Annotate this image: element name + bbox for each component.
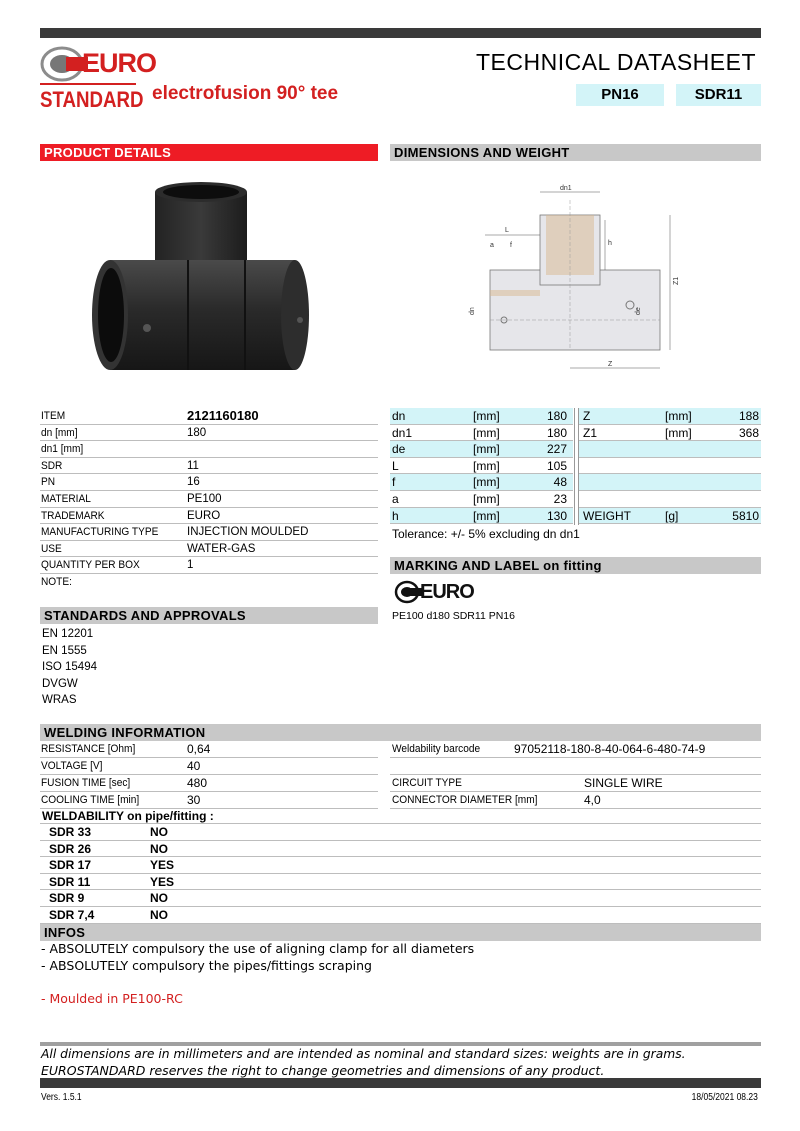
infos-line-1: - ABSOLUTELY compulsory the use of aligning clamp for all diameters <box>41 941 475 956</box>
detail-row <box>40 524 378 541</box>
welding-label: RESISTANCE [Ohm] <box>41 743 136 755</box>
dimension-unit: [mm] <box>473 442 500 457</box>
welding-label: CIRCUIT TYPE <box>392 777 462 789</box>
label-Z: Z <box>608 361 613 368</box>
standards-header: STANDARDS AND APPROVALS <box>40 607 378 624</box>
detail-row <box>40 541 378 558</box>
dimension-name: dn <box>392 409 406 423</box>
label-Z1: Z1 <box>673 276 680 285</box>
dimension-name: Z1 <box>583 425 598 440</box>
label-a: a <box>490 242 494 249</box>
dimension-unit: [g] <box>665 508 679 523</box>
dimension-unit: [mm] <box>665 409 692 423</box>
detail-value: 11 <box>187 459 199 472</box>
welding-row-right <box>390 792 761 809</box>
dimension-value: 130 <box>546 508 567 523</box>
detail-value: WATER-GAS <box>187 542 256 555</box>
dimension-row-right <box>579 508 761 525</box>
weldability-sdr: SDR 33 <box>49 825 92 839</box>
dimension-name: dn1 <box>392 425 413 440</box>
dimension-unit: [mm] <box>473 508 500 523</box>
welding-row <box>40 775 761 792</box>
welding-label: COOLING TIME [min] <box>41 794 140 806</box>
weldability-value: NO <box>150 891 168 906</box>
dimension-row-left <box>390 491 573 508</box>
label-de: de <box>635 307 642 315</box>
dimension-name: WEIGHT <box>583 508 631 523</box>
detail-value: 1 <box>187 559 194 572</box>
label-h: h <box>608 240 612 247</box>
dimension-row-left <box>390 441 573 458</box>
welding-row-left <box>40 775 378 792</box>
dimension-value: 105 <box>546 458 567 473</box>
dimension-row-left <box>390 408 573 425</box>
detail-label: NOTE: <box>41 576 72 588</box>
detail-value: 2121160180 <box>187 408 259 423</box>
weldability-value: NO <box>150 825 168 839</box>
standards-list <box>42 626 97 709</box>
dimension-name: a <box>392 492 399 506</box>
weldability-row <box>40 857 761 874</box>
dimension-row-right <box>579 425 761 442</box>
dimension-row-left <box>390 425 573 442</box>
dimension-row-right <box>579 458 761 475</box>
detail-row <box>40 408 378 425</box>
detail-value: EURO <box>187 509 221 522</box>
welding-value: 0,64 <box>187 742 211 756</box>
welding-label: Weldability barcode <box>392 743 481 755</box>
welding-label: VOLTAGE [V] <box>41 760 103 772</box>
welding-row-left <box>40 758 378 775</box>
tolerance-note: Tolerance: +/- 5% excluding dn dn1 <box>392 527 580 541</box>
weldability-table <box>40 824 761 924</box>
detail-row <box>40 458 378 475</box>
detail-row <box>40 441 378 458</box>
weldability-row <box>40 824 761 841</box>
detail-row <box>40 557 378 574</box>
detail-row <box>40 574 378 591</box>
weldability-value: NO <box>150 908 168 922</box>
dimension-name: de <box>392 442 406 457</box>
marking-logo <box>394 580 474 604</box>
welding-label: FUSION TIME [sec] <box>41 777 131 789</box>
dimensions-weight-header: DIMENSIONS AND WEIGHT <box>390 144 761 161</box>
product-details-table <box>40 408 378 593</box>
badge-sdr: SDR11 <box>676 84 761 106</box>
marking-header: MARKING AND LABEL on fitting <box>390 557 761 574</box>
dimension-value: 180 <box>546 409 567 423</box>
dimension-name: h <box>392 508 399 523</box>
label-dn1: dn1 <box>560 185 572 192</box>
date-label: 18/05/2021 08.23 <box>691 1092 758 1103</box>
weldability-sdr: SDR 26 <box>49 841 92 856</box>
infos-red-line: - Moulded in PE100-RC <box>41 991 183 1006</box>
welding-value: SINGLE WIRE <box>584 776 663 790</box>
marking-text: PE100 d180 SDR11 PN16 <box>392 610 515 622</box>
weldability-value: NO <box>150 841 168 856</box>
top-bar <box>40 28 761 38</box>
welding-value: 97052118-180-8-40-064-6-480-74-9 <box>514 742 706 756</box>
bottom-bar <box>40 1078 761 1088</box>
dimension-value: 180 <box>546 425 567 440</box>
detail-value: PE100 <box>187 493 222 505</box>
dimension-row-left <box>390 474 573 491</box>
label-f: f <box>510 242 512 249</box>
welding-row-right <box>390 758 761 775</box>
detail-value: 16 <box>187 476 200 489</box>
dimension-row-left <box>390 458 573 475</box>
dimension-drawing <box>460 180 690 380</box>
dimension-value: 227 <box>546 442 567 457</box>
weldability-row <box>40 874 761 891</box>
weldability-value: YES <box>150 858 175 873</box>
standard-item: ISO 15494 <box>42 661 97 674</box>
product-image <box>90 180 320 385</box>
infos-line-2: - ABSOLUTELY compulsory the pipes/fittings scraping <box>41 958 372 973</box>
detail-label: dn [mm] <box>41 426 78 439</box>
dimensions-table <box>390 408 761 526</box>
eurostandard-logo <box>40 46 157 116</box>
label-L: L <box>505 227 509 234</box>
product-details-header: PRODUCT DETAILS <box>40 144 378 161</box>
detail-label: USE <box>41 542 62 555</box>
welding-row-right <box>390 741 761 758</box>
dimension-value: 188 <box>738 409 759 423</box>
dimension-row-right <box>579 491 761 508</box>
logo-standard-text: STANDARD <box>40 87 144 112</box>
infos-header: INFOS <box>40 924 761 941</box>
welding-row <box>40 741 761 758</box>
detail-label: SDR <box>41 459 63 472</box>
version-label: Vers. 1.5.1 <box>41 1092 82 1103</box>
dimension-value: 23 <box>553 492 567 506</box>
marking-logo-text: EURO <box>420 581 474 603</box>
detail-label: TRADEMARK <box>41 509 105 522</box>
dimension-value: 5810 <box>732 508 759 523</box>
disclaimer-line-1: All dimensions are in millimeters and are intended as nominal and standard sizes: weights are in grams. <box>41 1046 686 1061</box>
detail-label: PN <box>41 476 56 489</box>
detail-label: dn1 [mm] <box>41 443 84 456</box>
badge-pn: PN16 <box>576 84 664 106</box>
detail-label: MATERIAL <box>41 493 91 505</box>
welding-header: WELDING INFORMATION <box>40 724 761 741</box>
logo-euro-text: EURO <box>82 48 157 78</box>
detail-value: 180 <box>187 426 207 439</box>
welding-value: 30 <box>187 793 201 807</box>
dimension-row-right <box>579 408 761 425</box>
dimension-unit: [mm] <box>473 475 500 490</box>
dimension-name: Z <box>583 409 591 423</box>
weldability-sdr: SDR 17 <box>49 858 92 873</box>
welding-row-left <box>40 792 378 809</box>
standard-item: DVGW <box>42 677 78 690</box>
dimension-name: L <box>392 458 399 473</box>
welding-row <box>40 792 761 809</box>
marking-ring-icon <box>394 580 422 604</box>
label-dn: dn <box>469 307 476 315</box>
weldability-sdr: SDR 11 <box>49 874 91 889</box>
detail-row <box>40 425 378 442</box>
dimension-unit: [mm] <box>665 425 692 440</box>
dimension-value: 368 <box>738 425 759 440</box>
doc-title: TECHNICAL DATASHEET <box>476 49 756 75</box>
weldability-sdr: SDR 9 <box>49 891 85 906</box>
weldability-row <box>40 841 761 858</box>
welding-table <box>40 741 761 809</box>
dimension-unit: [mm] <box>473 492 500 506</box>
detail-row <box>40 491 378 508</box>
dimension-row-right <box>579 441 761 458</box>
weldability-row <box>40 907 761 924</box>
detail-row <box>40 474 378 491</box>
dimension-unit: [mm] <box>473 409 500 423</box>
standard-item: WRAS <box>42 694 77 707</box>
weldability-title: WELDABILITY on pipe/fitting : <box>42 809 214 823</box>
dimension-row-right <box>579 474 761 491</box>
welding-row-left <box>40 741 378 758</box>
dimension-name: f <box>392 475 396 490</box>
dimension-unit: [mm] <box>473 425 500 440</box>
welding-value: 4,0 <box>584 793 601 807</box>
welding-row-right <box>390 775 761 792</box>
standard-item: EN 1555 <box>42 644 87 657</box>
dimension-unit: [mm] <box>473 458 500 473</box>
welding-label: CONNECTOR DIAMETER [mm] <box>392 794 538 806</box>
weldability-sdr: SDR 7,4 <box>49 908 95 922</box>
welding-value: 480 <box>187 776 208 790</box>
welding-row <box>40 758 761 775</box>
disclaimer-line-2: EUROSTANDARD reserves the right to change geometries and dimensions of any product. <box>41 1063 605 1078</box>
detail-label: ITEM <box>41 410 66 422</box>
dimension-row-left <box>390 508 573 525</box>
detail-row <box>40 508 378 525</box>
detail-label: MANUFACTURING TYPE <box>41 526 159 539</box>
weldability-row <box>40 890 761 907</box>
product-name: electrofusion 90° tee <box>152 83 339 104</box>
dimension-value: 48 <box>553 475 567 490</box>
standard-item: EN 12201 <box>42 628 94 640</box>
weldability-value: YES <box>150 874 175 889</box>
detail-value: INJECTION MOULDED <box>187 526 309 539</box>
detail-label: QUANTITY PER BOX <box>41 559 140 572</box>
welding-value: 40 <box>187 759 201 773</box>
